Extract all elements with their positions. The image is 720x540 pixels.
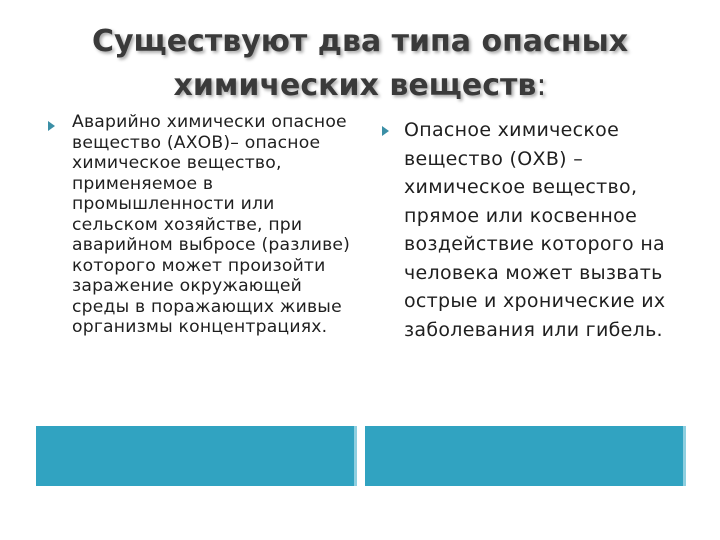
title-line-1: Существуют два типа опасных xyxy=(91,24,629,59)
left-accent-box xyxy=(36,426,357,486)
ahov-definition-text: Аварийно химически опасное вещество (АХОВ)– опасное химическое вещество, применяемое в промышленности или сельском хозяйстве, при аварийном выбросе (разливе) которого может произойти заражение окружающей среды в поражающих живые организмы концентрациях. xyxy=(72,112,351,337)
slide-title xyxy=(40,20,680,108)
title-colon: : xyxy=(536,68,547,103)
title-line-2: химических веществ xyxy=(173,68,537,103)
bullet-triangle-icon xyxy=(48,121,55,131)
bullet-triangle-icon xyxy=(382,126,389,136)
right-accent-box xyxy=(365,426,686,486)
ohv-definition-text: Опасное химическое вещество (ОХВ) – химическое вещество, прямое или косвенное воздействие которого на человека может вызвать острые и хронические их заболевания или гибель. xyxy=(404,119,666,341)
